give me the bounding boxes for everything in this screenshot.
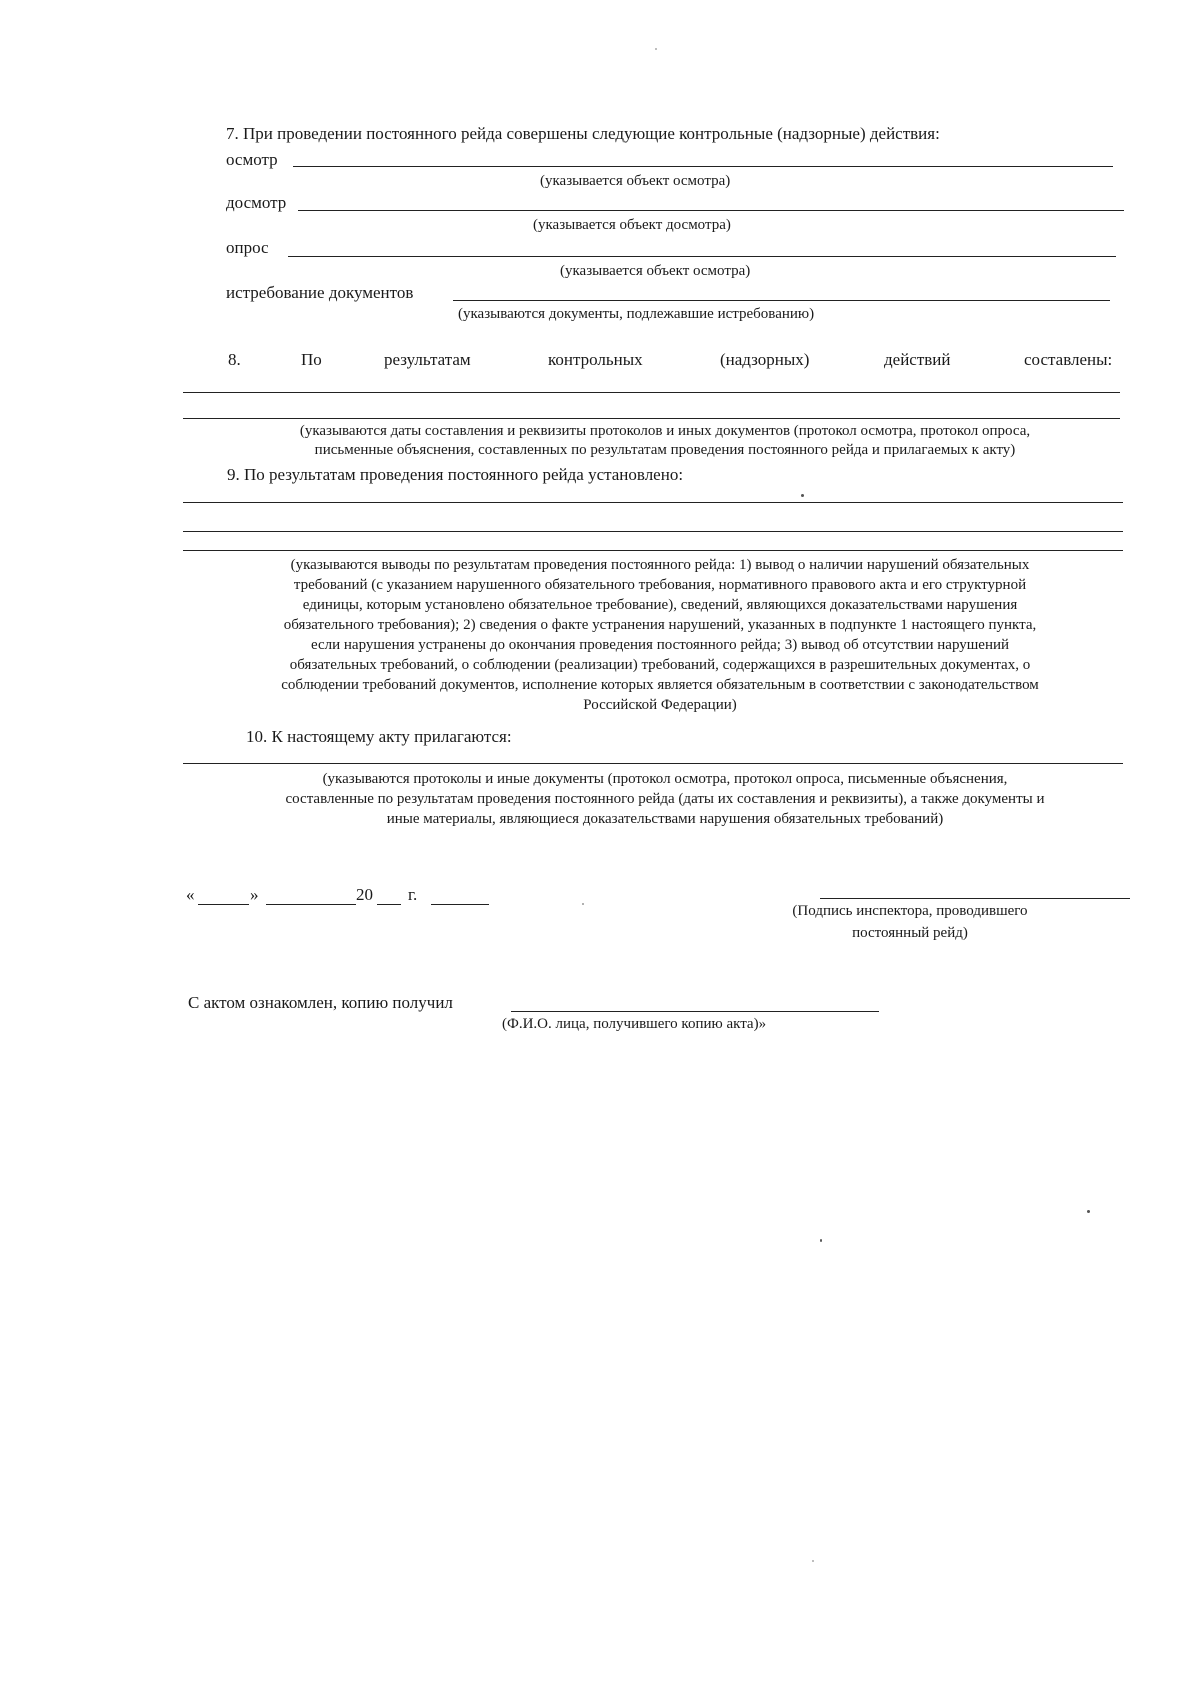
item10-hint — [195, 769, 1135, 829]
scan-speck — [582, 903, 584, 905]
interview-hint: (указывается объект осмотра) — [560, 263, 751, 279]
item9-hint-line: единицы, которым установлено обязательное требование), сведений, являющихся доказательствами нарушения — [302, 597, 1018, 613]
date-year-prefix: 20 — [356, 885, 373, 904]
item9-hint-line: Российской Федерации) — [583, 697, 737, 713]
date-month-field — [266, 904, 356, 905]
item8-word: 8. — [228, 350, 241, 369]
search-hint: (указывается объект досмотра) — [533, 217, 731, 233]
search-label: досмотр — [226, 193, 287, 212]
item10-hint-line: иные материалы, являющиеся доказательствами нарушения обязательных требований) — [386, 811, 944, 827]
item9-hint-line: обязательного требования); 2) сведения о факте устранения нарушений, указанных в подпункте 1 настоящего пункта, — [283, 617, 1037, 633]
acknowledgement-field — [511, 1011, 879, 1012]
item9-field-line — [183, 531, 1123, 532]
date-year-suffix: г. — [408, 885, 418, 904]
item9-hint-line: требований (с указанием нарушенного обязательного требования, нормативного правового акта и его структурной — [293, 577, 1027, 593]
signature-hint — [760, 900, 1060, 944]
item10-field-line — [183, 763, 1123, 764]
signature-field — [820, 898, 1130, 899]
item9-hint-line: соблюдении требований документов, исполнение которых является обязательным в соответствии с законодательством — [281, 677, 1039, 693]
date-open-quote: « — [186, 885, 195, 904]
item8-hint — [195, 422, 1135, 460]
item8-hint-line: письменные объяснения, составленных по результатам проведения постоянного рейда и прилагаемых к акту) — [314, 442, 1016, 458]
item8-word: составлены: — [1024, 350, 1113, 369]
item10-hint-line: (указываются протоколы и иные документы (протокол осмотра, протокол опроса, письменные объяснения, — [322, 771, 1008, 787]
date-year-field — [377, 904, 401, 905]
signature-hint-line: постоянный рейд) — [852, 925, 968, 941]
item9-hint-line: (указываются выводы по результатам проведения постоянного рейда: 1) вывод о наличии нарушений обязательных — [290, 557, 1030, 573]
item9-heading: 9. По результатам проведения постоянного рейда установлено: — [227, 465, 684, 484]
item8-word: (надзорных) — [720, 350, 810, 369]
scan-speck — [812, 1560, 814, 1562]
item8-word: контрольных — [548, 350, 643, 369]
item8-word: действий — [884, 350, 951, 369]
date-close-quote: » — [250, 885, 259, 904]
interview-field — [288, 256, 1116, 257]
scan-speck — [655, 48, 657, 50]
search-field — [298, 210, 1124, 211]
item9-field-line — [183, 502, 1123, 503]
item9-field-line — [183, 550, 1123, 551]
item8-word: результатам — [384, 350, 471, 369]
interview-label: опрос — [226, 238, 269, 257]
inspection-hint: (указывается объект осмотра) — [540, 173, 731, 189]
scan-speck — [1087, 1210, 1090, 1213]
documents-request-field — [453, 300, 1110, 301]
date-day-field — [198, 904, 249, 905]
inspection-label: осмотр — [226, 150, 278, 169]
acknowledgement-label: С актом ознакомлен, копию получил — [188, 993, 453, 1012]
item9-hint-line: обязательных требований, о соблюдении (реализации) требований, содержащихся в разрешительных документах, о — [289, 657, 1031, 673]
acknowledgement-hint: (Ф.И.О. лица, получившего копию акта)» — [502, 1016, 767, 1032]
signature-hint-line: (Подпись инспектора, проводившего — [792, 903, 1028, 919]
item8-word: По — [301, 350, 322, 369]
documents-request-hint: (указываются документы, подлежавшие истребованию) — [458, 306, 815, 322]
documents-request-label: истребование документов — [226, 283, 414, 302]
item10-heading: 10. К настоящему акту прилагаются: — [246, 727, 512, 746]
date-place-field — [431, 904, 489, 905]
inspection-field — [293, 166, 1113, 167]
item9-hint-line: если нарушения устранены до окончания проведения постоянного рейда; 3) вывод об отсутствии нарушений — [310, 637, 1010, 653]
item8-hint-line: (указываются даты составления и реквизиты протоколов и иных документов (протокол осмотра, протокол опроса, — [299, 423, 1031, 439]
scan-speck — [801, 494, 804, 497]
item8-field-line — [183, 392, 1120, 393]
item8-field-line — [183, 418, 1120, 419]
scan-speck — [820, 1239, 822, 1242]
item9-hint — [190, 555, 1130, 715]
item7-heading: 7. При проведении постоянного рейда совершены следующие контрольные (надзорные) действия: — [226, 124, 940, 143]
item10-hint-line: составленные по результатам проведения постоянного рейда (даты их составления и реквизиты), а также документы и — [285, 791, 1045, 807]
